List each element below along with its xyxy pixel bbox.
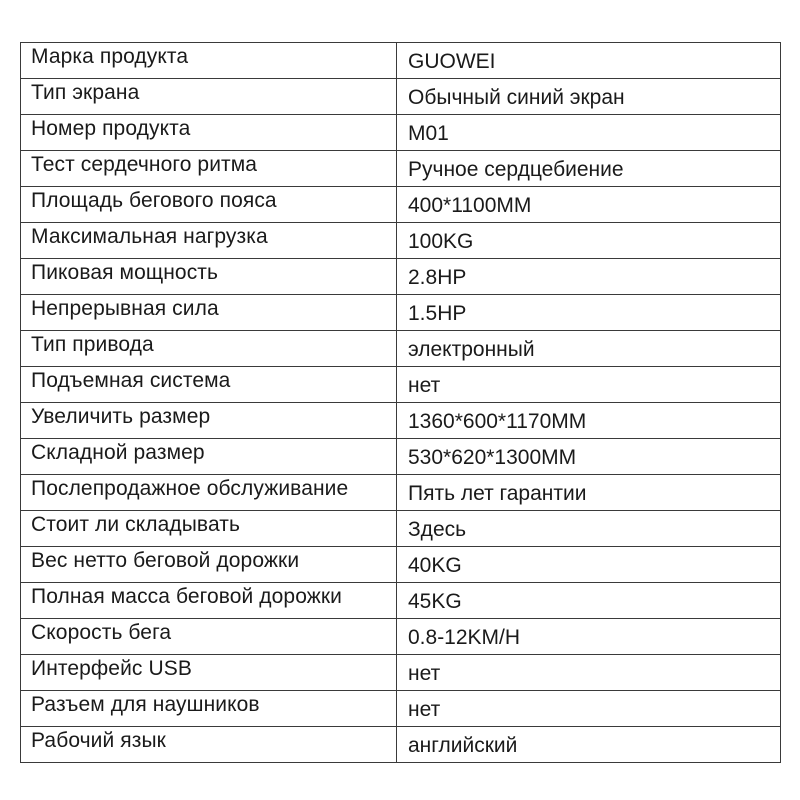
spec-label-cell [21,403,397,439]
spec-label: Складной размер [31,441,205,464]
spec-value-cell [397,691,781,727]
table-row [21,439,781,475]
spec-label: Стоит ли складывать [31,513,241,536]
spec-value-cell [397,511,781,547]
spec-label-cell [21,295,397,331]
spec-label-cell [21,367,397,403]
spec-value-cell [397,439,781,475]
table-row [21,367,781,403]
spec-value-cell [397,727,781,763]
spec-value: 40KG [408,554,462,577]
spec-label-cell [21,583,397,619]
spec-label: Интерфейс USB [31,657,192,680]
spec-label: Разъем для наушников [31,693,260,716]
table-row [21,115,781,151]
spec-value: английский [408,734,518,757]
spec-value-cell [397,43,781,79]
spec-value-cell [397,655,781,691]
spec-label: Послепродажное обслуживание [31,477,349,500]
spec-value-cell [397,187,781,223]
spec-label-cell [21,115,397,151]
spec-value: GUOWEI [408,50,496,73]
spec-value: 2.8HP [408,266,467,289]
spec-label-cell [21,619,397,655]
spec-value-cell [397,547,781,583]
spec-value-cell [397,619,781,655]
table-row [21,187,781,223]
spec-table [20,42,781,763]
spec-value-cell [397,151,781,187]
spec-label: Номер продукта [31,117,191,140]
spec-label: Рабочий язык [31,729,166,752]
spec-label: Пиковая мощность [31,261,219,284]
spec-value: 400*1100MM [408,194,532,217]
spec-value: нет [408,662,441,685]
spec-value-cell [397,367,781,403]
spec-label-cell [21,655,397,691]
spec-value: 1360*600*1170MM [408,410,587,433]
spec-label-cell [21,43,397,79]
table-row [21,655,781,691]
table-row [21,727,781,763]
table-row [21,583,781,619]
spec-label-cell [21,79,397,115]
spec-value: 1.5HP [408,302,467,325]
table-row [21,403,781,439]
spec-value-cell [397,115,781,151]
spec-value: Пять лет гарантии [408,482,587,505]
table-row [21,511,781,547]
spec-value-cell [397,583,781,619]
spec-label: Максимальная нагрузка [31,225,268,248]
spec-label-cell [21,187,397,223]
spec-label: Площадь бегового пояса [31,189,277,212]
spec-label: Непрерывная сила [31,297,219,320]
spec-label-cell [21,151,397,187]
table-row [21,619,781,655]
table-row [21,295,781,331]
spec-value: электронный [408,338,535,361]
spec-value: 45KG [408,590,462,613]
spec-label: Тип привода [31,333,154,356]
table-row [21,331,781,367]
spec-label-cell [21,691,397,727]
table-row [21,259,781,295]
spec-label: Тест сердечного ритма [31,153,258,176]
table-row [21,691,781,727]
spec-label-cell [21,331,397,367]
spec-label: Скорость бега [31,621,172,644]
spec-label-cell [21,475,397,511]
spec-label-cell [21,511,397,547]
spec-value: нет [408,698,441,721]
spec-label: Подъемная система [31,369,231,392]
spec-value: M01 [408,122,449,145]
spec-label-cell [21,223,397,259]
spec-label: Тип экрана [31,81,140,104]
spec-label-cell [21,439,397,475]
spec-value: Обычный синий экран [408,86,625,109]
spec-value: Здесь [408,518,467,541]
table-row [21,223,781,259]
spec-value: Ручное сердцебиение [408,158,624,181]
spec-label: Полная масса беговой дорожки [31,585,343,608]
table-row [21,547,781,583]
spec-value-cell [397,475,781,511]
spec-value-cell [397,403,781,439]
spec-value-cell [397,79,781,115]
table-row [21,475,781,511]
spec-label: Марка продукта [31,45,189,68]
spec-label: Увеличить размер [31,405,211,428]
spec-value: 530*620*1300MM [408,446,577,469]
spec-value-cell [397,331,781,367]
spec-label-cell [21,259,397,295]
table-row [21,43,781,79]
table-row [21,151,781,187]
spec-value-cell [397,295,781,331]
spec-label-cell [21,727,397,763]
spec-label-cell [21,547,397,583]
spec-label: Вес нетто беговой дорожки [31,549,300,572]
spec-value: нет [408,374,441,397]
table-row [21,79,781,115]
spec-value-cell [397,259,781,295]
spec-value: 0.8-12KM/H [408,626,521,649]
spec-value: 100KG [408,230,474,253]
spec-value-cell [397,223,781,259]
